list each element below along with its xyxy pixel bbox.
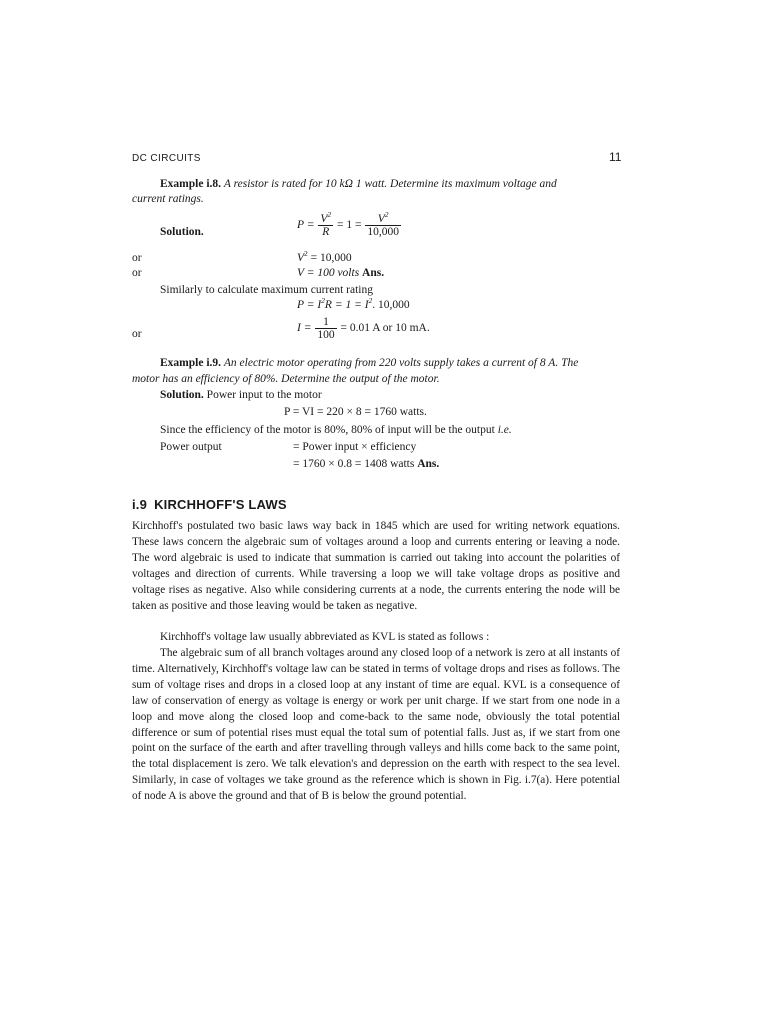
running-header: DC CIRCUITS: [132, 153, 201, 164]
section-number: i.9: [132, 497, 148, 512]
section-heading: [132, 497, 287, 512]
example-19-statement-line2: motor has an efficiency of 80%. Determine the output of the motor.: [132, 373, 440, 385]
example-18-statement: [160, 177, 557, 191]
example-18-label: Example i.8.: [160, 178, 222, 190]
example-19-statement-line1: An electric motor operating from 220 volts supply takes a current of 8 A. The: [223, 357, 579, 369]
example-19-label: Example i.9.: [160, 357, 222, 369]
or-label: or: [132, 328, 142, 340]
page-number: 11: [609, 150, 622, 164]
paragraph-kvl-intro: Kirchhoff's voltage law usually abbreviated as KVL is stated as follows :: [160, 631, 490, 643]
power-output-label: Power output: [160, 441, 222, 453]
equation-current-rating: $P = I^2R = 1 = I^2$. 10,000: [297, 296, 410, 311]
example-18-statement-line2: current ratings.: [132, 193, 204, 205]
section-title: KIRCHHOFF'S LAWS: [154, 497, 287, 512]
equation-power-input: P = VI = 220 × 8 = 1760 watts.: [284, 406, 427, 418]
equation-power: P = $\frac{V^2}{R}$ = 1 = $\frac{V^2}{10,000}$: [297, 210, 399, 238]
example-18-solution-label: Solution.: [160, 226, 204, 238]
equation-current-answer: I = $\frac{1}{100}$ = 0.01 A or 10 mA.: [297, 316, 430, 341]
example-19-statement: [160, 356, 578, 370]
equation-power-output-answer: = 1760 × 0.8 = 1408 watts Ans.: [293, 458, 440, 470]
equation-v-squared: $V^2 = 10,000$: [297, 249, 352, 264]
example-18-statement-line1: A resistor is rated for 10 kΩ 1 watt. Determine its maximum voltage and: [223, 178, 557, 190]
or-label: or: [132, 267, 142, 279]
similarly-text: Similarly to calculate maximum current rating: [160, 284, 374, 296]
since-text: Since the efficiency of the motor is 80%, 80% of input will be the output i.e.: [160, 424, 512, 436]
equation-voltage-answer: V = 100 volts Ans.: [297, 267, 385, 279]
equation-power-output: = Power input × efficiency: [293, 441, 417, 453]
or-label: or: [132, 252, 142, 264]
paragraph-intro: Kirchhoff's postulated two basic laws way back in 1845 which are used for writing network equations. These laws concern the algebraic sum of voltages around a loop and currents entering or leaving a node. The word algebraic is used to indicate that summation is carried out taking into account the polarities of voltages and direction of currents. While traversing a loop we will take voltage drops as positive and voltage rises as negative. Also while considering currents at a node, the currents entering the node will be taken as positive and those leaving would be taken as negative.: [132, 520, 620, 612]
example-19-solution: Solution. Power input to the motor: [160, 389, 322, 401]
paragraph-kvl-statement: The algebraic sum of all branch voltages around any closed loop of a network is zero at all instants of time. Alternatively, Kirchhoff's voltage law can be stated in terms of voltage drops and rises as follows. The sum of voltage rises and drops in a closed loop at any instant of time are equal. KVL is a consequence of law of conservation of energy as voltage is energy or work per unit charge. If we start from one node in a loop and move along the closed loop and come-back to the same node, obviously the total potential difference or sum of potential rises must equal the total sum of potential falls. Just as, if we start from one point on the surface of the earth and after travelling through valleys and hills come back to the same point, the total displacement is zero. We talk elevation's and depression on the earth with respect to the sea level. Similarly, in case of voltages we take ground as the reference which is shown in Fig. i.7(a). Here potential of node A is above the ground and that of B is below the ground potential.: [132, 647, 620, 803]
